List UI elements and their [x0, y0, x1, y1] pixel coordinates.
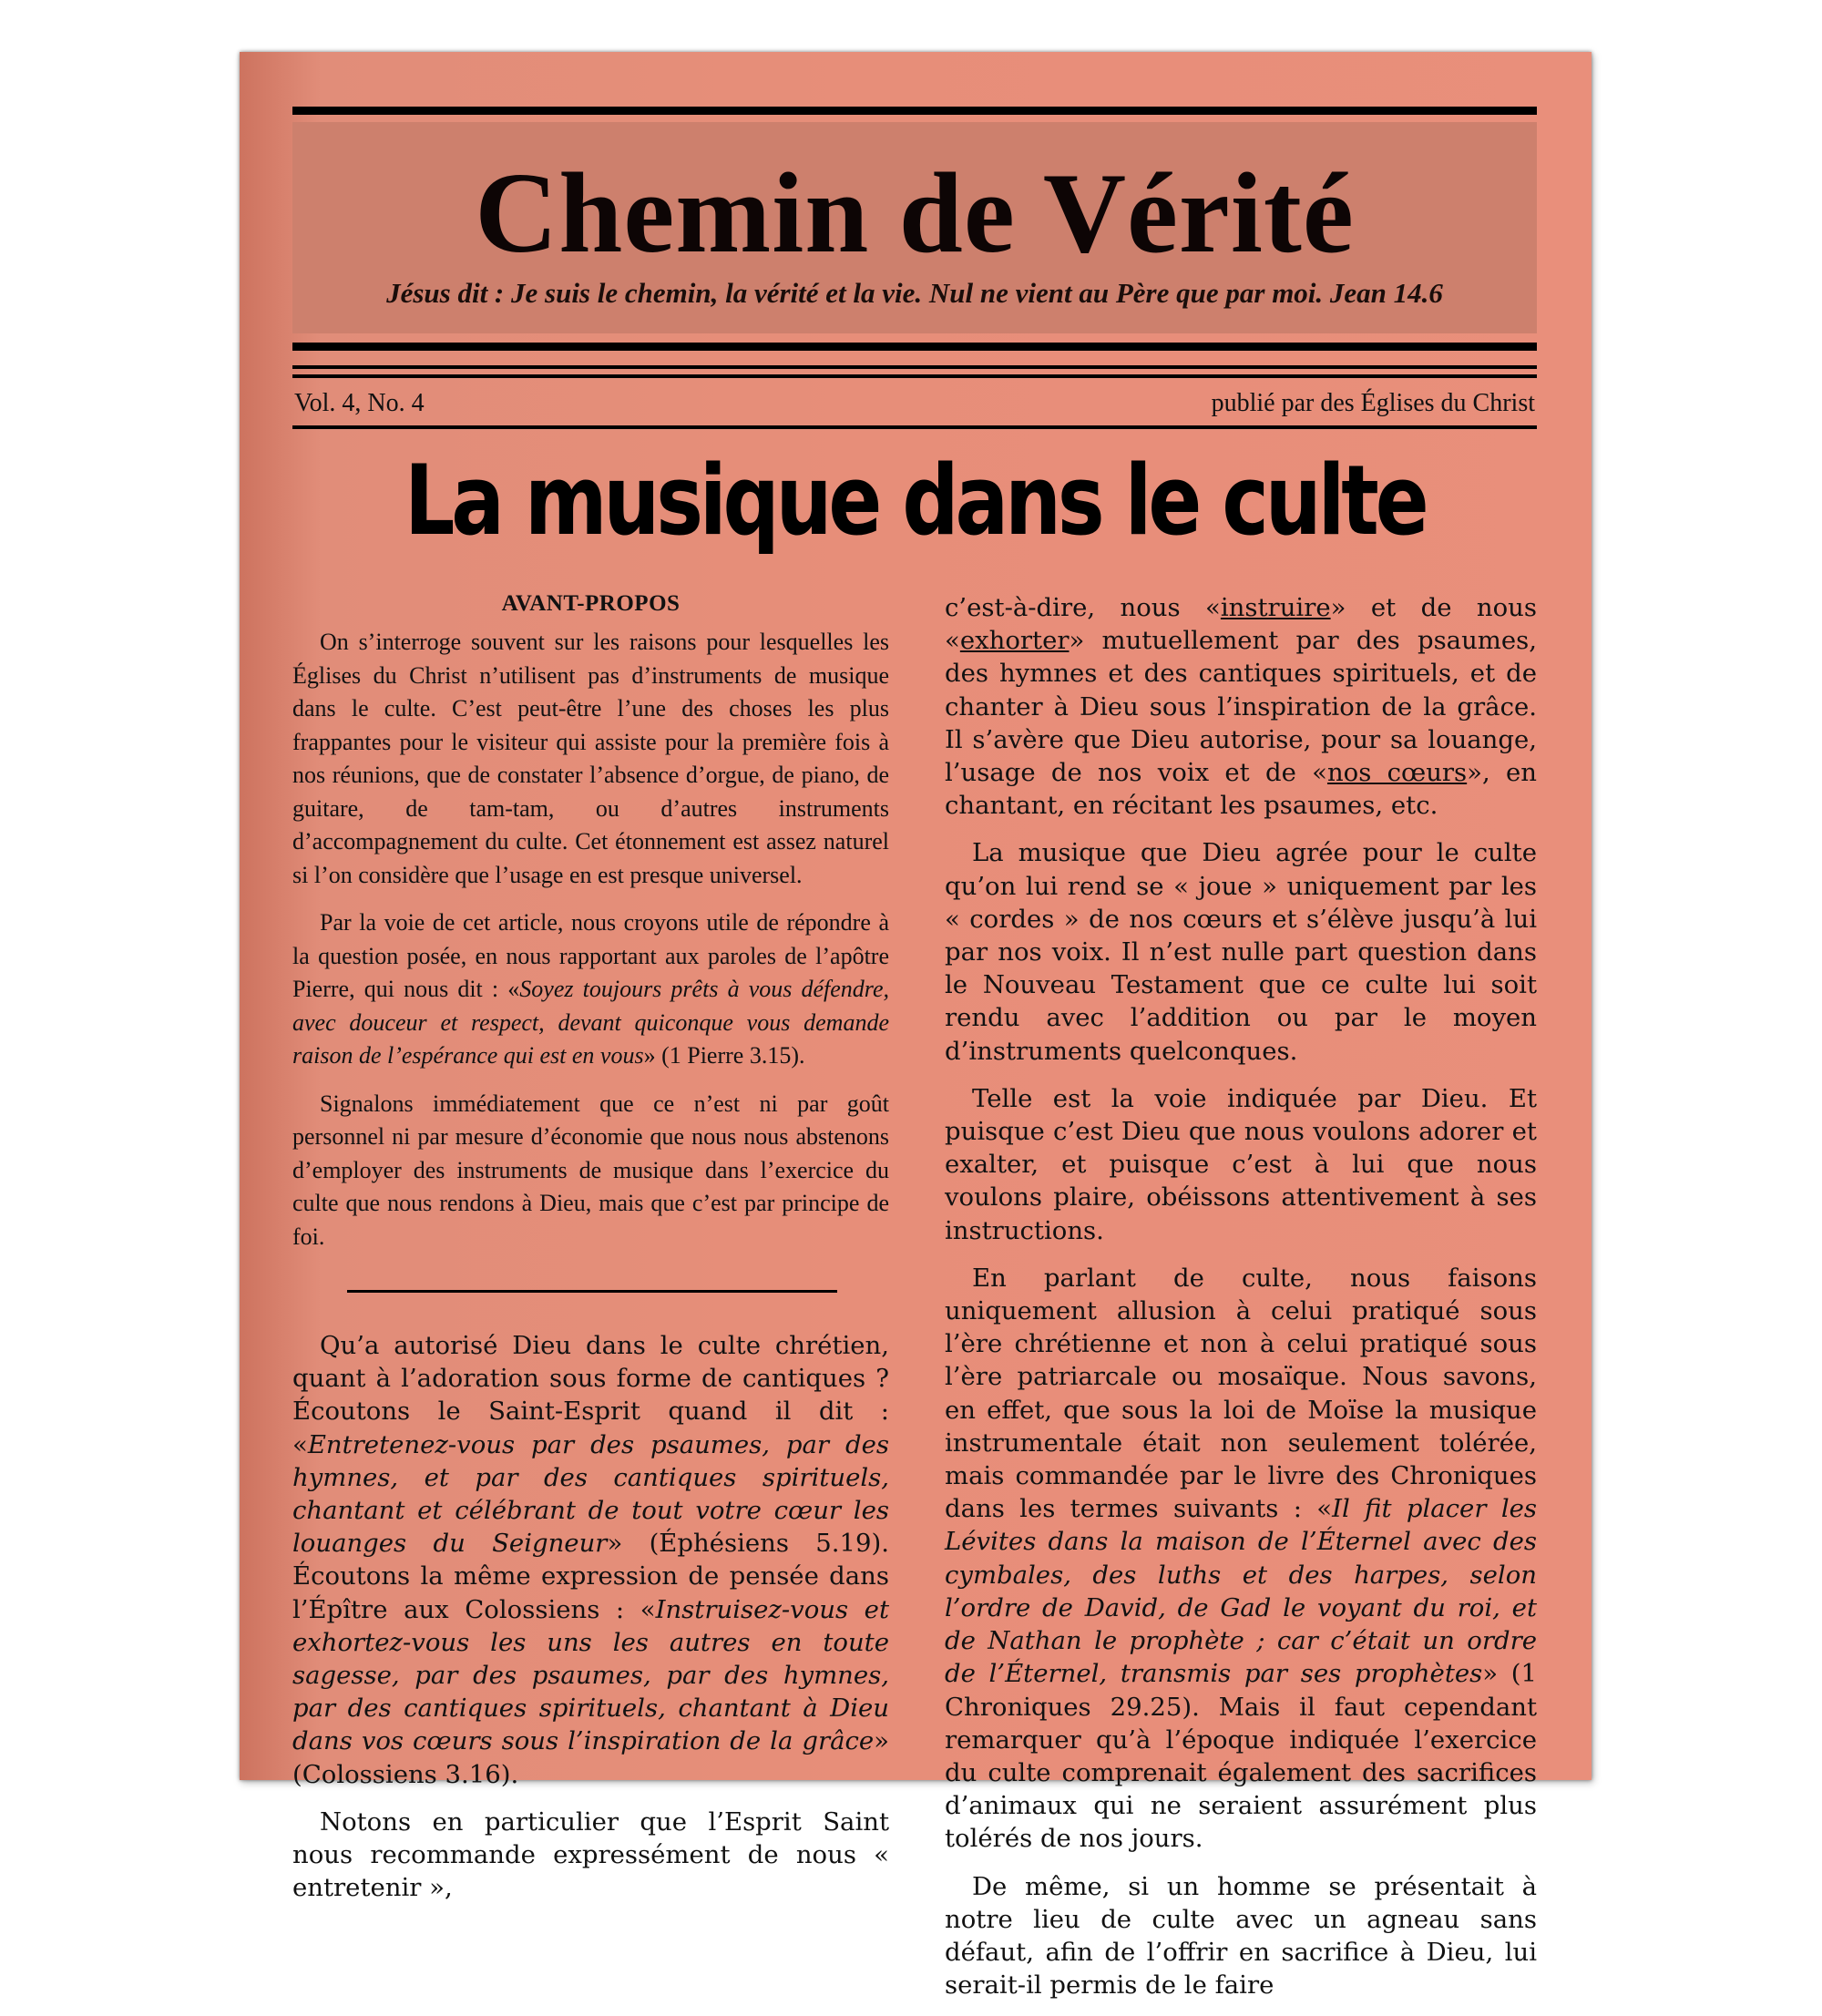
info-section: [292, 365, 1537, 429]
foreword-title: AVANT-PROPOS: [501, 591, 681, 616]
body-paragraph: Qu’a autorisé Dieu dans le culte chrétien, quant à l’adoration sous forme de cantiques ? Écoutons le Saint-Esprit quand il dit : «Entretenez-vous par des psaumes, par des hymnes, et par des cantiques spirituels, chantant et célébrant de tout votre cœur les louanges du Seigneur» (Éphésiens 5.19). Écoutons la même expression de pensée dans l’Épître aux Colossiens : «Instruisez-vous et exhortez-vous les uns les autres en toute sagesse, par des psaumes, par des hymnes, par des cantiques spirituels, chantant à Dieu dans vos cœurs sous l’inspiration de la grâce» (Colossiens 3.16).: [292, 1331, 889, 1789]
masthead-bottom-rule: [292, 343, 1537, 351]
body-paragraph: De même, si un homme se présentait à notre lieu de culte avec un agneau sans défaut, afin de l’offrir en sacrifice à Dieu, lui serait-il permis de le faire: [945, 1871, 1537, 2001]
foreword: [292, 591, 889, 1254]
left-column: [292, 591, 889, 1919]
newsletter-page: [240, 52, 1592, 2001]
right-body: [945, 591, 1537, 2001]
issue-info-bar: [292, 378, 1537, 425]
info-rule-3: [292, 425, 1537, 429]
masthead: [292, 122, 1537, 333]
section-separator: [347, 1290, 837, 1293]
foreword-paragraph-2: Par la voie de cet article, nous croyons utile de répondre à la question posée, en nous rapportant aux paroles de l’apôtre Pierre, qui nous dit : «Soyez toujours prêts à vous défendre, avec douceur et respect, devant quiconque vous demande raison de l’espérance qui est en vous» (1 Pierre 3.15).: [292, 909, 889, 1069]
masthead-top-rule: [292, 107, 1537, 115]
masthead-verse: Jésus dit : Je suis le chemin, la vérité et la vie. Nul ne vient au Père que par moi. Jean 14.6: [386, 277, 1443, 309]
issue-volume: Vol. 4, No. 4: [294, 389, 425, 417]
body-paragraph: Telle est la voie indiquée par Dieu. Et puisque c’est Dieu que nous voulons adorer et exalter, et puisque c’est à lui que nous voulons plaire, obéissons attentivement à ses instructions.: [945, 1083, 1537, 1245]
body-paragraph: Notons en particulier que l’Esprit Saint nous recommande expressément de nous « entretenir »,: [292, 1806, 889, 1903]
body-paragraph: En parlant de culte, nous faisons uniquement allusion à celui pratiqué sous l’ère chrétienne et non à celui pratiqué sous l’ère patriarcale ou mosaïque. Nous savons, en effet, que sous la loi de Moïse la musique instrumentale était non seulement tolérée, mais commandée par le livre des Chroniques dans les termes suivants : «Il fit placer les Lévites dans la maison de l’Éternel avec des cymbales, des luths et des harpes, selon l’ordre de David, de Gad le voyant du roi, et de Nathan le prophète ; car c’était un ordre de l’Éternel, transmis par ses prophètes» (1 Chroniques 29.25). Mais il faut cependant remarquer qu’à l’époque indiquée l’exercice du culte comprenait également des sacrifices d’animaux qui ne seraient assurément plus tolérés de nos jours.: [945, 1263, 1537, 1854]
foreword-paragraph-3: Signalons immédiatement que ce n’est ni par goût personnel ni par mesure d’économie que nous nous abstenons d’employer des instruments de musique dans l’exercice du culte que nous rendons à Dieu, mais que c’est par principe de foi.: [292, 1090, 889, 1250]
left-body: [292, 1329, 889, 1904]
masthead-title: Chemin de Vérité: [475, 150, 1355, 277]
body-paragraph: c’est-à-dire, nous «instruire» et de nous «exhorter» mutuellement par des psaumes, des hymnes et des cantiques spirituels, et de chanter à Dieu sous l’inspiration de la grâce. Il s’avère que Dieu autorise, pour sa louange, l’usage de nos voix et de «nos cœurs», en chantant, en récitant les psaumes, etc.: [945, 593, 1537, 821]
scripture-quote: Entretenez-vous par des psaumes, par des hymnes, et par des cantiques spirituels, chantant et célébrant de tout votre cœur les louanges du Seigneur: [292, 1429, 889, 1559]
publisher-line: publié par des Églises du Christ: [1211, 389, 1535, 417]
info-rule-1: [292, 365, 1537, 369]
scripture-quote: Instruisez-vous et exhortez-vous les uns les autres en toute sagesse, par des psaumes, par des hymnes, par des cantiques spirituels, chantant à Dieu dans vos cœurs sous l’inspiration de la grâce: [292, 1594, 889, 1756]
scripture-quote: Soyez toujours prêts à vous défendre, avec douceur et respect, devant quiconque vous demande raison de l’espérance qui est en vous: [292, 976, 889, 1069]
article-headline: La musique dans le culte: [404, 445, 1426, 557]
right-column: [945, 591, 1537, 2016]
body-paragraph: La musique que Dieu agrée pour le culte qu’on lui rend se « joue » uniquement par les « cordes » de nos cœurs et s’élève jusqu’à lui par nos voix. Il n’est nulle part question dans le Nouveau Testament que ce culte lui soit rendu avec l’addition ou par le moyen d’instruments quelconques.: [945, 838, 1537, 1066]
scripture-quote: Il fit placer les Lévites dans la maison de l’Éternel avec des cymbales, des luths et des harpes, selon l’ordre de David, de Gad le voyant du roi, et de Nathan le prophète ; car c’était un ordre de l’Éternel, transmis par ses prophètes: [945, 1494, 1537, 1689]
foreword-paragraph-1: On s’interroge souvent sur les raisons pour lesquelles les Églises du Christ n’utilisent pas d’instruments de musique dans le culte. C’est peut-être l’une des choses les plus frappantes pour le visiteur qui assiste pour la première fois à nos réunions, que de constater l’absence d’orgue, de piano, de guitare, de tam-tam, ou d’autres instruments d’accompagnement du culte. Cet étonnement est assez naturel si l’on considère que l’usage en est presque universel.: [292, 629, 889, 888]
page-content: [292, 107, 1537, 2001]
